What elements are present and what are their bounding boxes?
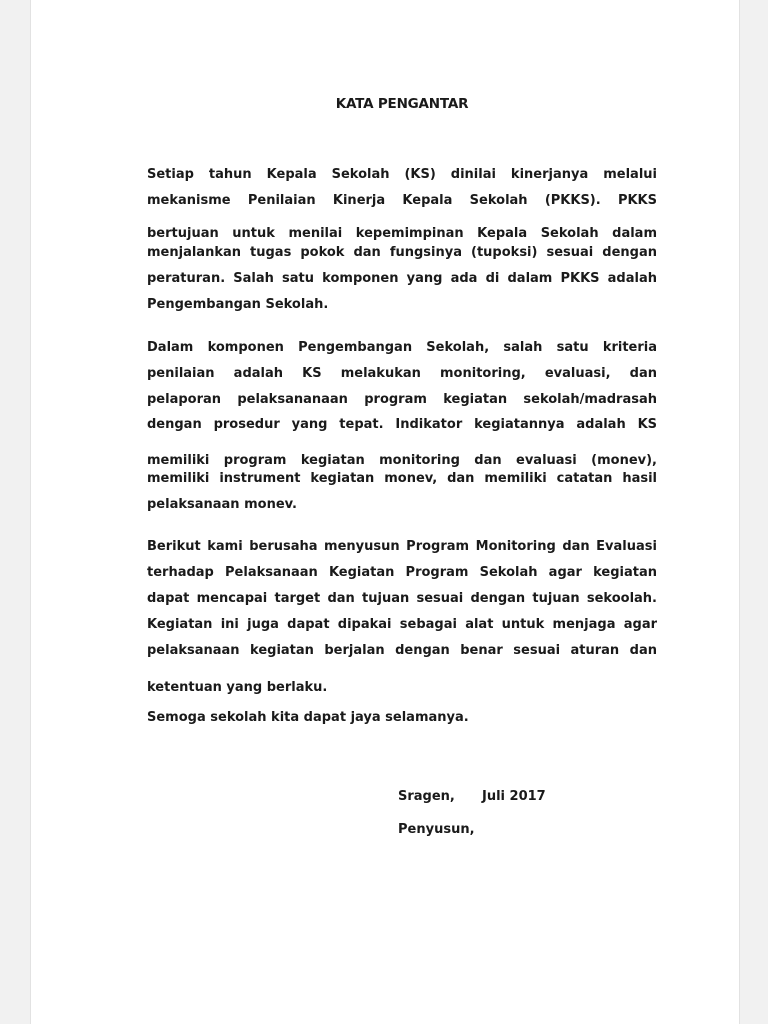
signature-date: Juli 2017: [482, 789, 546, 804]
text-line: menjalankan tugas pokok dan fungsinya (tupoksi) sesuai dengan: [147, 245, 657, 260]
text-line: pelaksanaan kegiatan berjalan dengan benar sesuai aturan dan: [147, 643, 657, 658]
signature-place: Sragen,: [398, 789, 455, 804]
text-line: bertujuan untuk menilai kepemimpinan Kepala Sekolah dalam: [147, 226, 657, 241]
text-line: pelaporan pelaksananaan program kegiatan sekolah/madrasah: [147, 392, 657, 407]
text-line: terhadap Pelaksanaan Kegiatan Program Sekolah agar kegiatan: [147, 565, 657, 580]
text-line: Semoga sekolah kita dapat jaya selamanya.: [147, 710, 469, 725]
text-line: peraturan. Salah satu komponen yang ada di dalam PKKS adalah: [147, 271, 657, 286]
text-line: dengan prosedur yang tepat. Indikator kegiatannya adalah KS: [147, 417, 657, 432]
text-line: memiliki instrument kegiatan monev, dan memiliki catatan hasil: [147, 471, 657, 486]
text-line: pelaksanaan monev.: [147, 497, 297, 512]
text-line: mekanisme Penilaian Kinerja Kepala Sekolah (PKKS). PKKS: [147, 193, 657, 208]
text-line: memiliki program kegiatan monitoring dan evaluasi (monev),: [147, 453, 657, 468]
text-line: Dalam komponen Pengembangan Sekolah, salah satu kriteria: [147, 340, 657, 355]
text-line: penilaian adalah KS melakukan monitoring, evaluasi, dan: [147, 366, 657, 381]
signature-author: Penyusun,: [398, 822, 475, 837]
text-line: ketentuan yang berlaku.: [147, 680, 328, 695]
text-line: Pengembangan Sekolah.: [147, 297, 329, 312]
text-line: dapat mencapai target dan tujuan sesuai dengan tujuan sekoolah.: [147, 591, 657, 606]
text-line: Kegiatan ini juga dapat dipakai sebagai alat untuk menjaga agar: [147, 617, 657, 632]
text-line: Berikut kami berusaha menyusun Program Monitoring dan Evaluasi: [147, 539, 657, 554]
text-line: Setiap tahun Kepala Sekolah (KS) dinilai kinerjanya melalui: [147, 167, 657, 182]
page-title: KATA PENGANTAR: [335, 96, 469, 112]
